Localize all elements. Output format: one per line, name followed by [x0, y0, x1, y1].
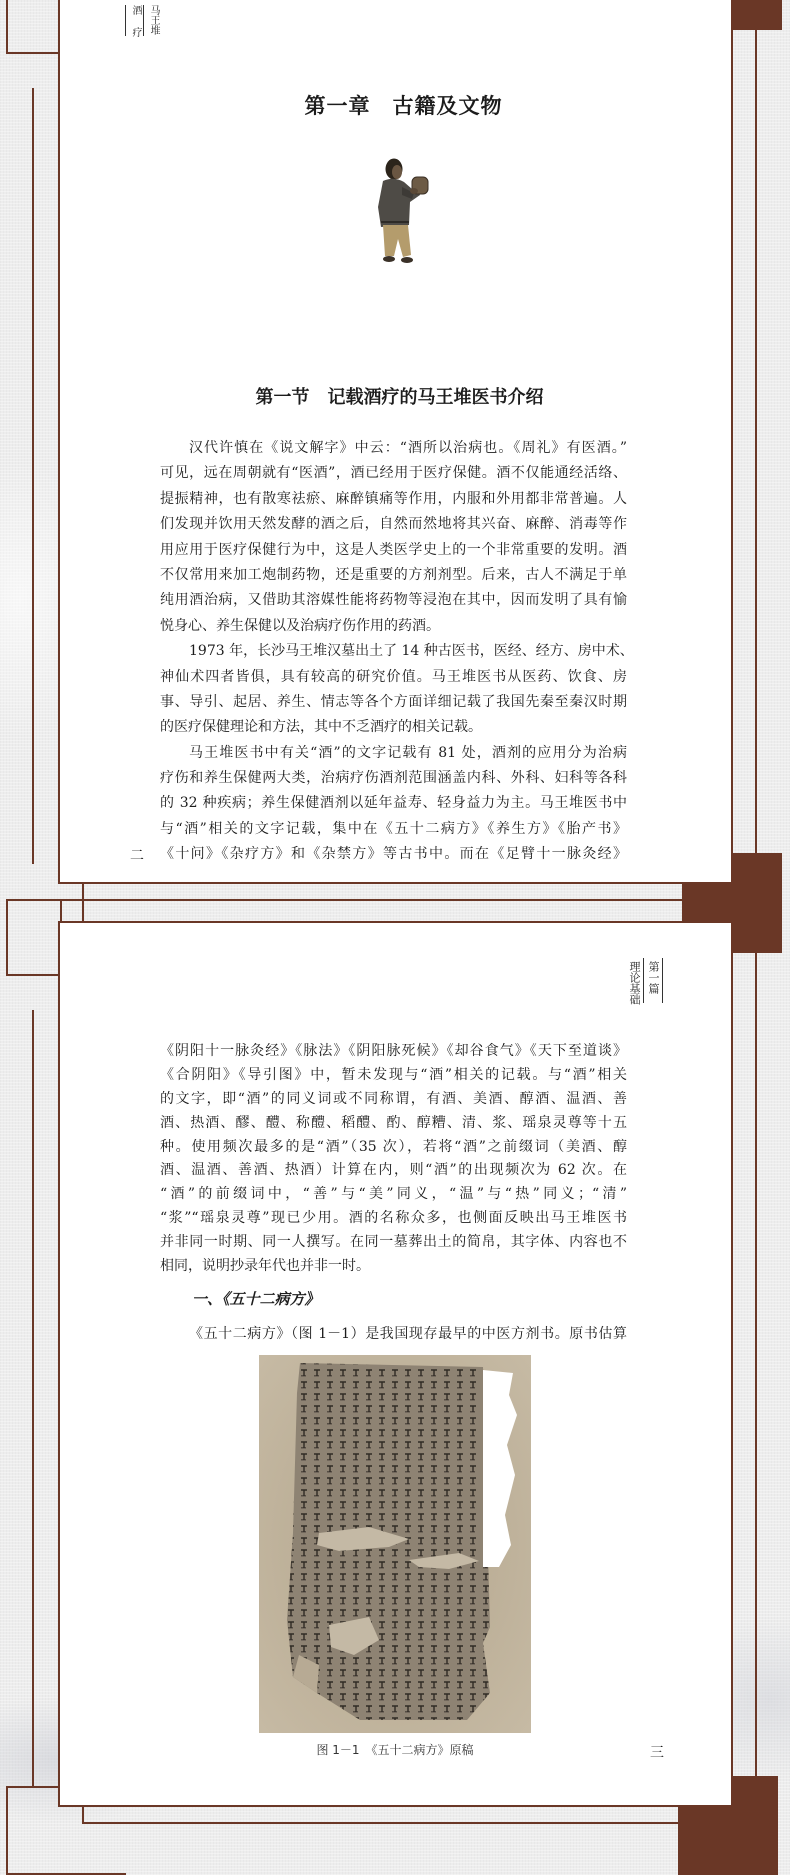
frame-right-line-lower — [755, 953, 757, 1776]
text-line: 《合阴阳》《导引图》中，暂未发现与“酒”相关的记载。与“酒”相关 — [160, 1066, 627, 1083]
text-line: “浆”“瑶泉灵尊”现已少用。酒的名称众多，也侧面反映出马王堆医书 — [160, 1210, 627, 1227]
text-line: 用应用于医疗保健行为中，这是人类医学史上的一个非常重要的发明。酒 — [160, 541, 627, 558]
frame-left-line-lower — [32, 1010, 34, 1787]
frame-left-middle-rect — [6, 899, 62, 976]
body-text-page-1 — [160, 436, 634, 868]
figure-caption: 图 1－1 《五十二病方》原稿 — [316, 1743, 474, 1757]
text-line: 的文字，即“酒”的同义词或不同称谓，有酒、美酒、醇酒、温酒、善 — [160, 1090, 627, 1107]
running-head-rule-right — [143, 5, 144, 36]
text-line: 汉代许慎在《说文解字》中云：“酒所以治病也。《周礼》有医酒。” — [189, 440, 627, 456]
text-line: 事、导引、起居、养生、情志等各个方面详细记载了我国先秦至秦汉时期 — [160, 693, 627, 710]
frame-bottom-block-a — [731, 1776, 778, 1875]
page-number: 二 — [130, 848, 144, 864]
page-number: 三 — [650, 1745, 664, 1761]
chapter-title: 第一章 古籍及文物 — [304, 93, 503, 118]
text-line: 不仅常用来加工炮制药物，还是重要的方剂剂型。后来，古人不满足于单 — [160, 566, 627, 583]
text-line: 的 32 种疾病；养生保健酒剂以延年益寿、轻身益力为主。马王堆医书中 — [160, 795, 627, 812]
frame-hline-bottom — [82, 1822, 680, 1824]
text-line: 1973 年，长沙马王堆汉墓出土了 14 种古医书，医经、经方、房中术、 — [189, 643, 634, 660]
text-line: 可见，远在周朝就有“医酒”，酒已经用于医疗保健。酒不仅能通经活络、 — [160, 465, 627, 482]
frame-top-left-rect — [6, 0, 62, 54]
text-line: 马王堆医书中有关“酒”的文字记载有 81 处，酒剂的应用分为治病 — [189, 744, 627, 761]
frame-middle-block-b — [682, 883, 734, 923]
frame-middle-block-a — [731, 853, 782, 953]
text-line: 《阴阳十一脉灸经》《脉法》《阴阳脉死候》《却谷食气》《天下至道谈》 — [160, 1043, 627, 1059]
frame-hline-middle — [6, 899, 686, 901]
text-line: 的医疗保健理论和方法，其中不乏酒疗的相关记载。 — [160, 719, 482, 736]
text-line: 相同，说明抄录年代也并非一时。 — [160, 1258, 370, 1275]
body-text-page-2 — [160, 1040, 627, 1279]
section-title: 第一节 记载酒疗的马王堆医书介绍 — [255, 387, 544, 408]
text-line: 纯用酒治病，又借助其溶媒性能将药物等浸泡在其中，因而发明了具有愉 — [160, 592, 627, 609]
part-label-title: 理论基础 — [628, 961, 641, 1005]
frame-top-right-block — [731, 0, 782, 30]
part-label-rule-left — [643, 958, 644, 1003]
text-line: 提振精神，也有散寒祛瘀、麻醉镇痛等作用，内服和外用都非常普遍。人 — [160, 490, 627, 507]
book-page-2 — [58, 0, 733, 884]
part-label-number: 第一篇 — [647, 961, 660, 994]
text-line: 《十问》《杂疗方》和《杂禁方》等古书中。而在《足臂十一脉灸经》 — [160, 846, 627, 863]
frame-right-line-upper — [755, 30, 757, 853]
text-line: 与“酒”相关的文字记载，集中在《五十二病方》《养生方》《胎产书》 — [160, 820, 627, 837]
text-line: “酒”的前缀词中，“善”与“美”同义，“温”与“热”同义；“清” — [160, 1186, 627, 1203]
figure-illustration-person-holding-jar — [372, 155, 430, 267]
book-page-3 — [58, 921, 733, 1807]
text-line: 们发现并饮用天然发酵的酒之后，自然而然地将其兴奋、麻醉、消毒等作 — [160, 516, 627, 533]
running-head-rule-left — [125, 5, 126, 36]
text-line: 神仙术四者皆俱，具有较高的研究价值。马王堆医书从医药、饮食、房 — [160, 668, 627, 685]
body-text-page-2-after-heading — [160, 1323, 627, 1347]
frame-left-line-upper — [32, 88, 34, 864]
frame-vline-middle-short — [82, 883, 84, 923]
text-line: 种。使用频次最多的是“酒”（35 次），若将“酒”之前缀词（美酒、醇 — [160, 1138, 627, 1155]
text-line: 《五十二病方》（图 1－1）是我国现存最早的中医方剂书。原书估算 — [189, 1326, 627, 1342]
text-line: 酒、温酒、善酒、热酒）计算在内，则“酒”的出现频次为 62 次。在 — [160, 1162, 627, 1179]
text-line: 并非同一时期、同一人撰写。在同一墓葬出土的简帛，其字体、内容也不 — [160, 1234, 627, 1251]
manuscript-photo-figure — [259, 1355, 531, 1733]
text-line: 疗伤和养生保健两大类，治病疗伤酒剂范围涵盖内科、外科、妇科等各科 — [160, 770, 627, 787]
part-label-rule-right — [662, 958, 663, 1003]
text-line: 酒、热酒、醪、醴、称醴、稻醴、酌、醇糟、清、浆、瑶泉灵尊等十五 — [160, 1114, 627, 1131]
running-head-title: 马王堆 — [148, 5, 159, 35]
frame-vline-bottom-short — [82, 1806, 84, 1824]
running-head-subtitle: 酒疗 — [130, 5, 141, 49]
text-line: 悦身心、养生保健以及治病疗伤作用的药酒。 — [160, 617, 440, 634]
frame-bottom-block-b — [678, 1806, 734, 1875]
subsection-heading: 一、《五十二病方》 — [192, 1290, 320, 1308]
